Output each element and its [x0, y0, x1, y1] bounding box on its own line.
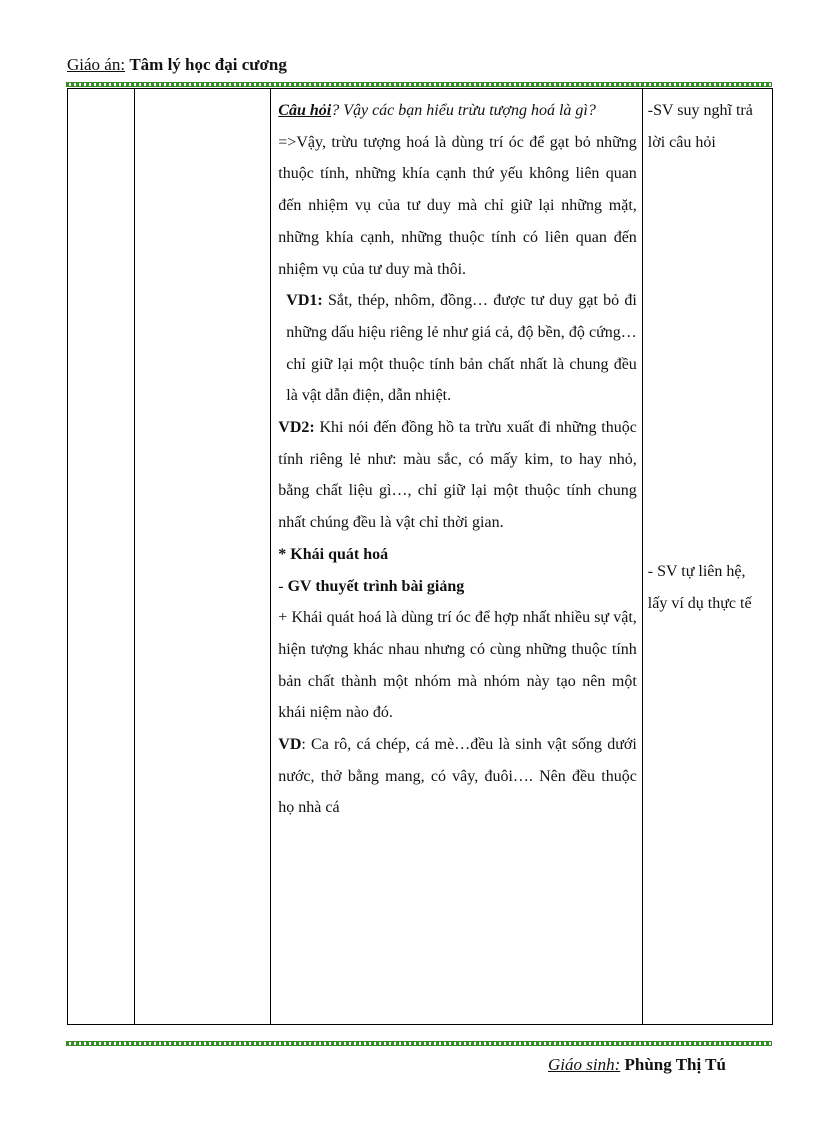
- example-2: [278, 412, 637, 539]
- footer-label: Giáo sinh:: [548, 1055, 621, 1074]
- student-activity-cell: [642, 89, 772, 1025]
- example-2-label: VD2:: [278, 419, 315, 437]
- question-label: Câu hỏi: [278, 102, 332, 119]
- page-footer: [548, 1054, 726, 1076]
- header-label: Giáo án:: [67, 55, 126, 74]
- page-header: [67, 54, 287, 76]
- section-heading: * Khái quát hoá: [278, 545, 389, 563]
- student-note-2: - SV tự liên hệ, lấy ví dụ thực tế: [647, 563, 752, 613]
- example-1: [278, 285, 637, 412]
- time-cell: [68, 89, 135, 1025]
- teacher-activity-prefix: -: [278, 577, 288, 595]
- question-line: [278, 95, 637, 127]
- content-cell: [271, 89, 643, 1025]
- bottom-decorative-border: [66, 1041, 772, 1046]
- teacher-activity-text: GV thuyết trình bài giảng: [287, 577, 465, 595]
- student-note-1: -SV suy nghĩ trả lời câu hỏi: [647, 102, 753, 151]
- spacer: [648, 158, 768, 556]
- example-1-text: Sắt, thép, nhôm, đồng… được tư duy gạt bỏ đi những dấu hiệu riêng lẻ như giá cả, độ bền, độ cứng…chỉ giữ lại một thuộc tính bản chất nhất là chung đều là vật dẫn điện, dẫn nhiệt.: [286, 292, 637, 405]
- top-decorative-border: [66, 82, 772, 87]
- lesson-plan-table: [67, 88, 773, 1025]
- footer-name: Phùng Thị Tú: [624, 1055, 726, 1074]
- example-3: [278, 729, 637, 824]
- example-3-text: : Ca rô, cá chép, cá mè…đều là sinh vật sống dưới nước, thở bằng mang, có vây, đuôi…. Nên đều thuộc họ nhà cá: [278, 736, 637, 817]
- header-title: Tâm lý học đại cương: [129, 55, 287, 74]
- example-1-label: VD1:: [286, 292, 323, 310]
- table-row: [68, 89, 773, 1025]
- question-text: ? Vậy các bạn hiểu trừu tượng hoá là gì?: [331, 102, 596, 119]
- definition-paragraph: + Khái quát hoá là dùng trí óc để hợp nhất nhiều sự vật, hiện tượng khác nhau nhưng có cùng những thuộc tính bản chất thành một nhóm mà nhóm này tạo nên một khái niệm nào đó.: [278, 609, 637, 722]
- example-2-text: Khi nói đến đồng hồ ta trừu xuất đi những thuộc tính riêng lẻ như: màu sắc, có mấy kim, to hay nhỏ, bằng chất liệu gì…, chỉ giữ lại một thuộc tính chung nhất chúng đều là vật chỉ thời gian.: [278, 419, 637, 532]
- section-cell: [135, 89, 271, 1025]
- teacher-activity: [278, 571, 637, 603]
- answer-paragraph: =>Vậy, trừu tượng hoá là dùng trí óc để gạt bỏ những thuộc tính, những khía cạnh thứ yếu không liên quan đến nhiệm vụ của tư duy mà chỉ giữ lại những mặt, những khía cạnh, những thuộc tính có liên quan đến nhiệm vụ của tư duy mà thôi.: [278, 133, 637, 278]
- example-3-label: VD: [278, 736, 302, 754]
